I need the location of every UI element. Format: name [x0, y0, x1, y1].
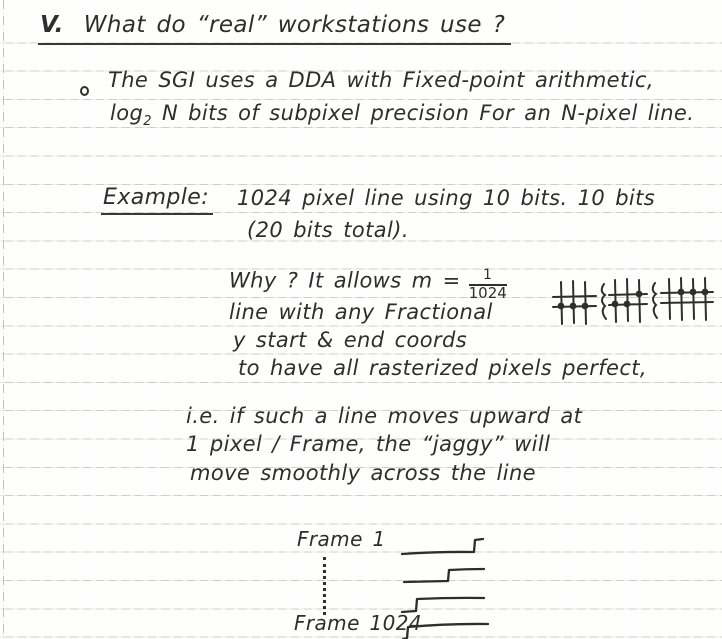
example-label: Example: — [101, 185, 213, 215]
jaggy-steps-figure — [398, 528, 498, 639]
why-line-2: line with any Fractional — [229, 300, 493, 324]
section-numeral: V. — [40, 12, 64, 38]
bullet-icon — [80, 86, 89, 96]
vertical-ellipsis — [323, 557, 326, 615]
fraction-1-over-1024 — [469, 268, 507, 301]
pixel-grid-figure — [551, 275, 719, 331]
why-line-4: to have all rasterized pixels perfect, — [238, 356, 647, 380]
why-line-1: Why ? It allows m = $\frac{1}{1024}$ — [229, 267, 507, 302]
fraction-denominator: 1024 — [468, 283, 507, 302]
paper-margin-line — [3, 0, 4, 639]
page-title — [38, 12, 511, 45]
log-subscript: 2 — [143, 114, 152, 129]
frame-1024-label: Frame 1024 — [294, 611, 423, 635]
why-line-3: y start & end coords — [233, 328, 468, 352]
bullet-line-2: $\log_2 N$ bits of subpixel precision For an N-pixel line. — [110, 101, 695, 129]
example-line-2: (20 bits total). — [247, 218, 409, 242]
title-text: What do “real” workstations use ? — [83, 12, 506, 38]
example-line-1: 1024 pixel line using 10 bits. 10 bits — [237, 186, 656, 210]
ie-line-2: 1 pixel / Frame, the “jaggy” will — [186, 432, 551, 456]
bullet-line-1: The SGI uses a DDA with Fixed-point arithmetic, — [108, 68, 654, 92]
fraction-numerator: 1 — [469, 268, 507, 286]
frame-1-label: Frame 1 — [297, 527, 386, 551]
ie-line-3: move smoothly across the line — [190, 461, 536, 485]
ie-line-1: i.e. if such a line moves upward at — [186, 404, 583, 428]
